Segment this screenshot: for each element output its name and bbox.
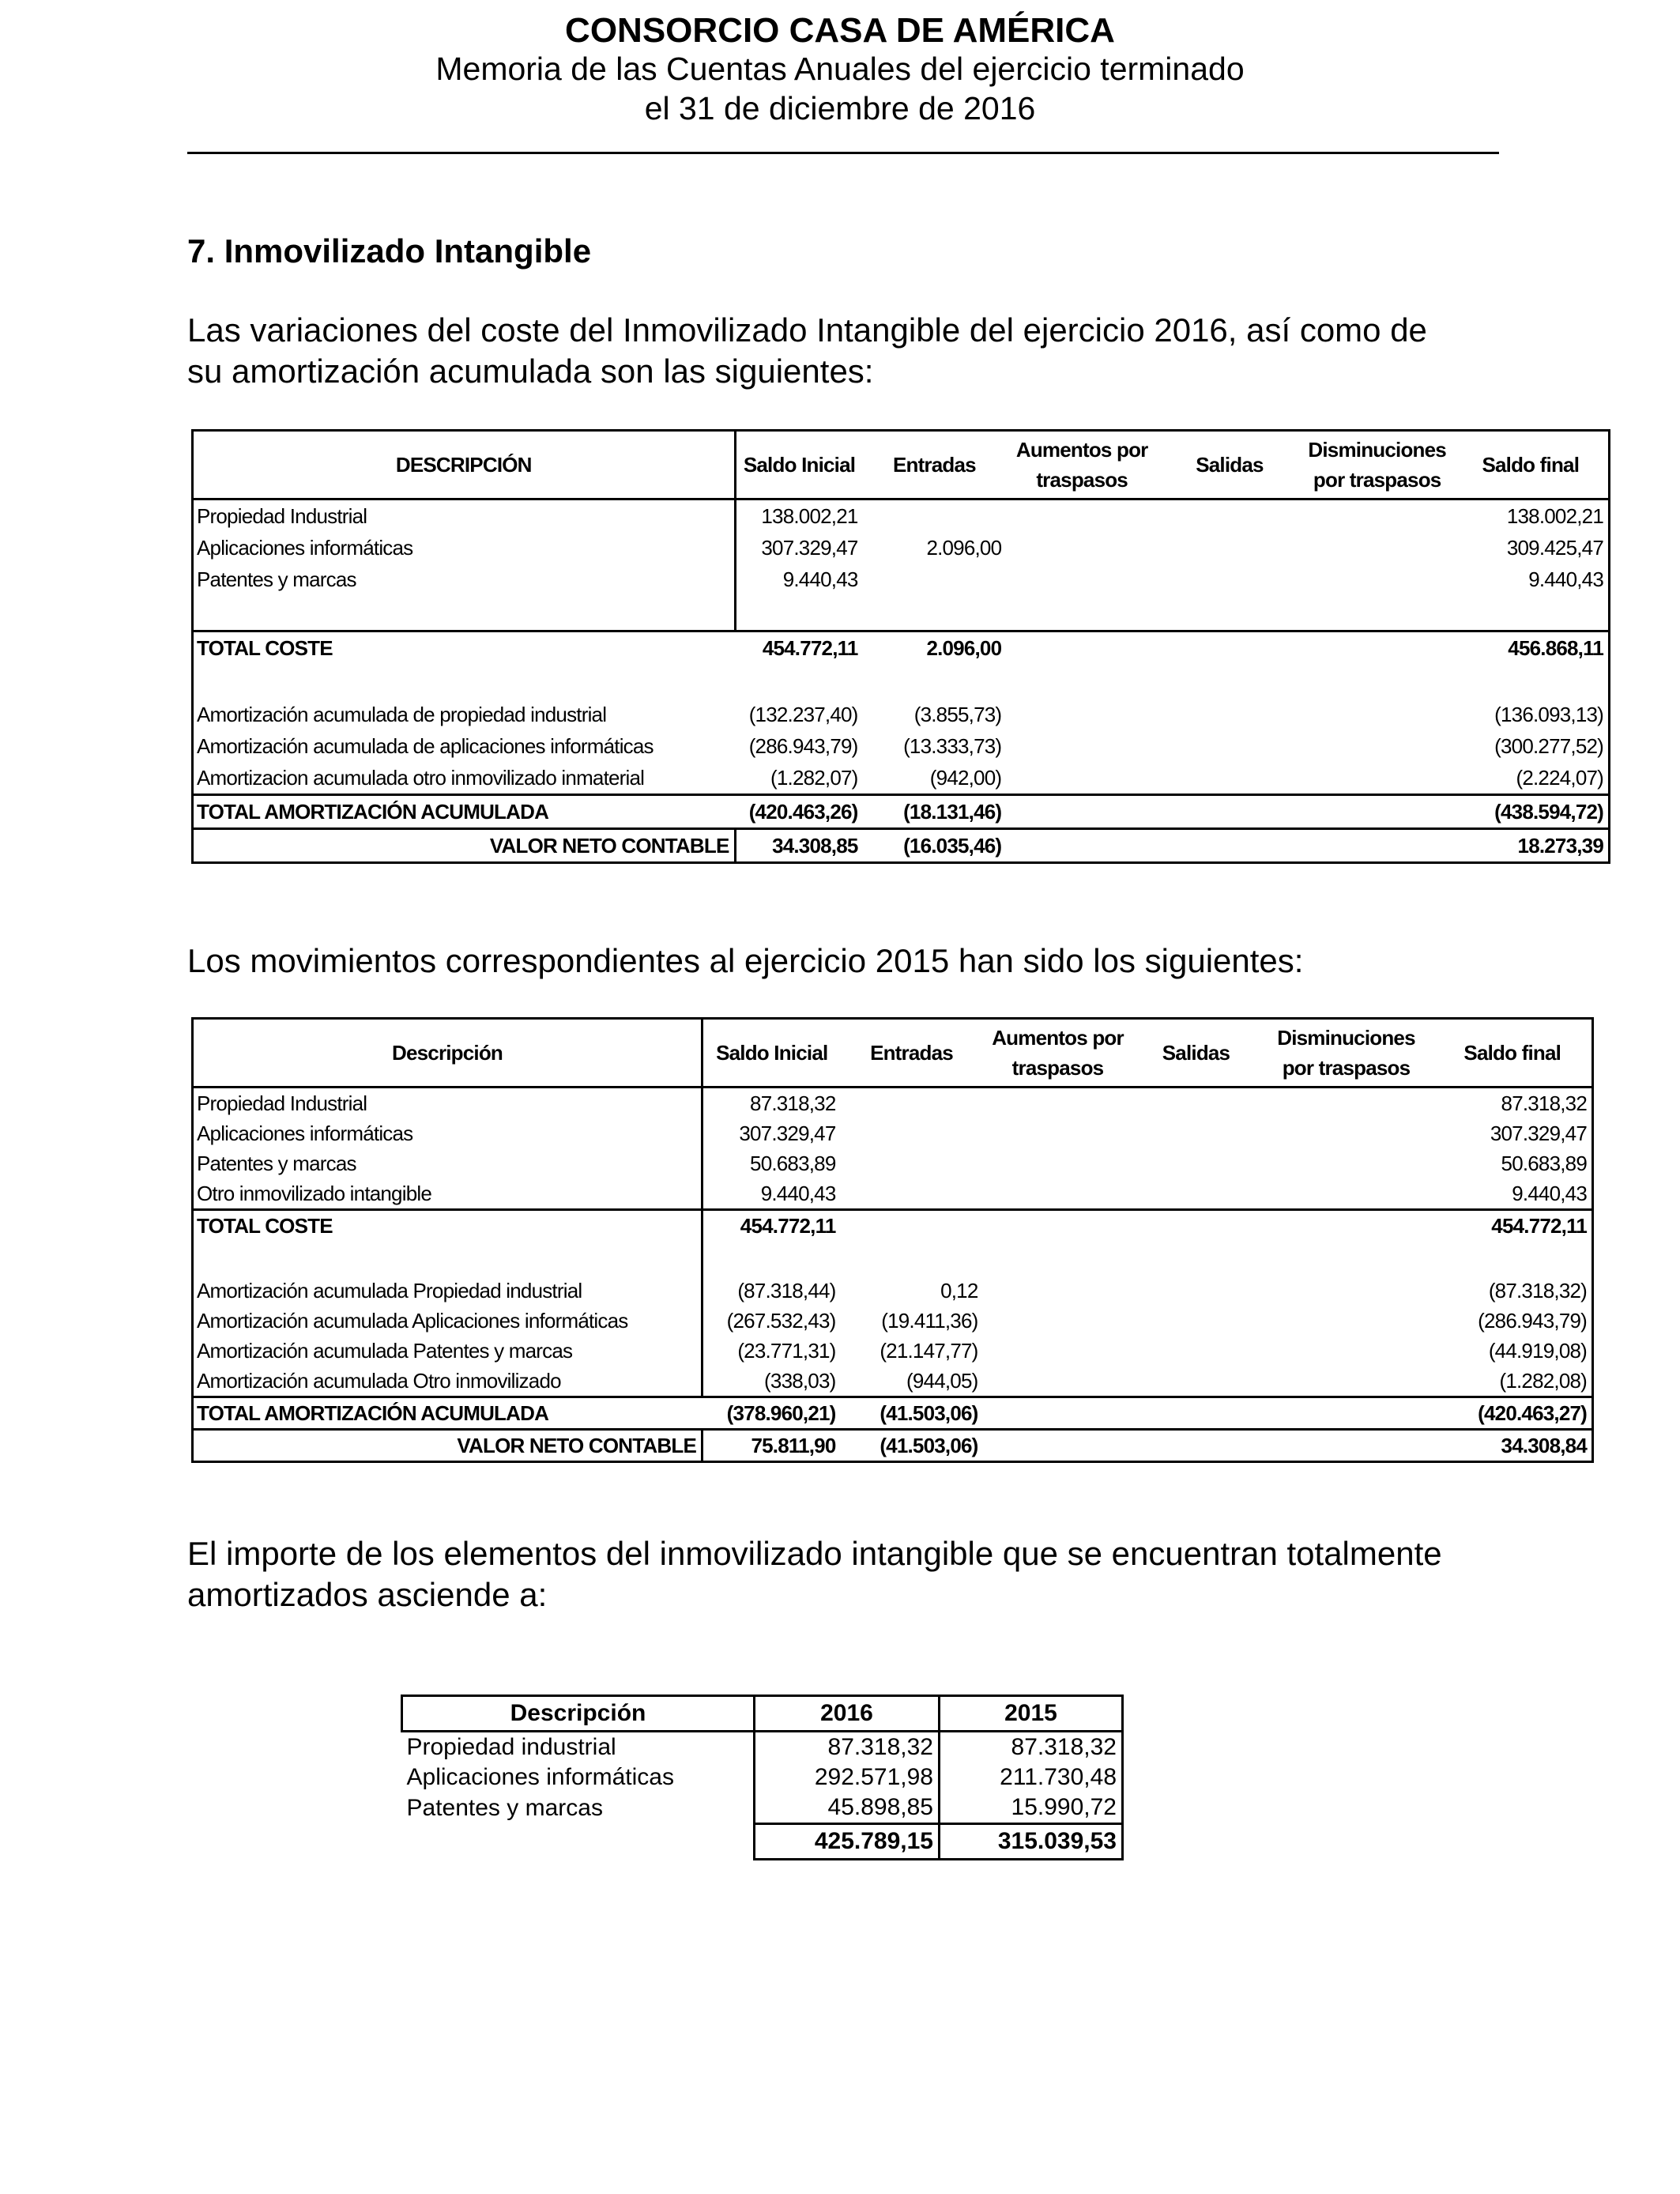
row-2015: 211.730,48 — [940, 1762, 1123, 1793]
intro-amortizados-line-1: El importe de los elementos del inmovilizado intangible que se encuentran totalmente — [187, 1535, 1442, 1572]
row-desc: Amortización acumulada Aplicaciones informáticas — [193, 1306, 703, 1336]
table-row — [193, 1088, 1593, 1119]
report-date: el 31 de diciembre de 2016 — [644, 90, 1036, 126]
total-amortizacion-saldo-inicial: (378.960,21) — [726, 1400, 836, 1425]
table-row — [402, 1762, 1123, 1793]
row-desc: Propiedad Industrial — [193, 499, 736, 533]
col-header-aumentos-line-1: Aumentos por — [992, 1026, 1124, 1050]
row-saldo-inicial: (23.771,31) — [737, 1338, 836, 1363]
row-desc: Aplicaciones informáticas — [406, 1764, 674, 1790]
col-header-aumentos — [983, 1019, 1133, 1088]
table-row — [193, 532, 1610, 564]
row-saldo-inicial: 87.318,32 — [750, 1091, 836, 1115]
total-coste-row — [193, 1210, 1593, 1242]
intro-2016-paragraph — [187, 310, 1427, 392]
table-row — [193, 564, 1610, 595]
valor-neto-saldo-inicial: 75.811,90 — [751, 1433, 836, 1457]
row-saldo-final: 9.440,43 — [1528, 567, 1603, 591]
total-2016: 425.789,15 — [755, 1824, 940, 1860]
table-row — [402, 1793, 1123, 1824]
table-2015-header — [193, 1019, 1593, 1088]
total-coste-label: TOTAL COSTE — [193, 1210, 703, 1242]
report-title: Memoria de las Cuentas Anuales del ejercicio terminado — [435, 51, 1245, 87]
col-header-2016: 2016 — [755, 1696, 940, 1732]
valor-neto-saldo-inicial: 34.308,85 — [772, 833, 858, 858]
col-header-aumentos-line-2: traspasos — [1011, 1056, 1104, 1080]
row-desc: Patentes y marcas — [406, 1794, 603, 1821]
col-header-2015: 2015 — [940, 1696, 1123, 1732]
row-desc: Amortización acumulada de propiedad industrial — [197, 702, 607, 726]
table-row — [193, 1306, 1593, 1336]
total-row — [402, 1824, 1123, 1860]
row-desc: Amortizacion acumulada otro inmovilizado inmaterial — [197, 765, 645, 790]
col-header-aumentos-line-2: traspasos — [1036, 468, 1128, 492]
row-saldo-inicial: (1.282,07) — [770, 765, 858, 790]
col-header-descripcion: Descripción — [193, 1019, 703, 1088]
total-coste-saldo-inicial: 454.772,11 — [762, 635, 858, 660]
col-header-aumentos — [1006, 431, 1158, 499]
table-row — [193, 699, 1610, 730]
row-desc: Aplicaciones informáticas — [193, 1118, 703, 1148]
col-header-salidas: Salidas — [1196, 453, 1264, 477]
row-saldo-final: 307.329,47 — [1490, 1121, 1587, 1145]
row-saldo-final: (87.318,32) — [1488, 1278, 1587, 1302]
table-row — [193, 1336, 1593, 1366]
table-2015 — [191, 1017, 1594, 1463]
total-amortizacion-label: TOTAL AMORTIZACIÓN ACUMULADA — [197, 799, 549, 824]
row-saldo-final: 87.318,32 — [1501, 1091, 1587, 1115]
total-coste-saldo-final: 456.868,11 — [1508, 635, 1603, 660]
row-entradas — [863, 499, 1007, 533]
row-desc: Patentes y marcas — [193, 1148, 703, 1178]
row-desc: Propiedad industrial — [406, 1734, 616, 1760]
row-saldo-inicial: 307.329,47 — [739, 1121, 836, 1145]
total-amortizacion-row — [193, 1397, 1593, 1430]
row-desc: Amortización acumulada Propiedad industrial — [193, 1276, 703, 1306]
intro-2015-paragraph: Los movimientos correspondientes al ejercicio 2015 han sido los siguientes: — [187, 942, 1304, 979]
total-2015: 315.039,53 — [940, 1824, 1123, 1860]
row-desc: Amortización acumulada Otro inmovilizado — [193, 1366, 703, 1397]
row-saldo-final: 9.440,43 — [1512, 1181, 1587, 1205]
row-saldo-inicial: 9.440,43 — [782, 567, 858, 591]
row-saldo-final: (286.943,79) — [1478, 1308, 1587, 1333]
total-amortizacion-entradas: (41.503,06) — [880, 1400, 978, 1425]
row-saldo-inicial: (87.318,44) — [737, 1278, 836, 1302]
total-coste-saldo-inicial: 454.772,11 — [740, 1213, 836, 1238]
col-header-disminuciones-line-2: por traspasos — [1282, 1056, 1411, 1080]
row-saldo-final: (1.282,08) — [1499, 1368, 1587, 1393]
row-saldo-inicial: 9.440,43 — [760, 1181, 836, 1205]
row-desc: Propiedad Industrial — [193, 1088, 703, 1119]
col-header-entradas: Entradas — [870, 1041, 953, 1065]
row-saldo-inicial: (267.532,43) — [726, 1308, 836, 1333]
table-amortizados-header — [402, 1696, 1123, 1732]
row-2016: 87.318,32 — [755, 1732, 940, 1763]
col-header-saldo-inicial: Saldo Inicial — [716, 1041, 828, 1065]
table-2016-header — [193, 431, 1610, 499]
row-entradas — [841, 1178, 983, 1210]
table-row — [193, 1366, 1593, 1397]
row-2016: 292.571,98 — [755, 1762, 940, 1793]
col-header-disminuciones-line-2: por traspasos — [1313, 468, 1441, 492]
total-coste-entradas — [841, 1210, 983, 1242]
valor-neto-row — [193, 829, 1610, 863]
row-entradas: 0,12 — [940, 1278, 978, 1302]
table-row — [193, 1118, 1593, 1148]
col-header-descripcion: Descripción — [402, 1696, 755, 1732]
valor-neto-entradas: (16.035,46) — [903, 833, 1002, 858]
row-saldo-inicial: 50.683,89 — [750, 1151, 836, 1175]
col-header-entradas: Entradas — [892, 453, 976, 477]
table-row — [193, 730, 1610, 762]
row-desc: Patentes y marcas — [193, 564, 736, 595]
col-header-saldo-final: Saldo final — [1463, 1041, 1561, 1065]
row-entradas — [841, 1118, 983, 1148]
valor-neto-saldo-final: 34.308,84 — [1501, 1433, 1587, 1457]
row-entradas: (3.855,73) — [913, 702, 1002, 726]
row-saldo-final: (2.224,07) — [1516, 765, 1603, 790]
row-saldo-final: 50.683,89 — [1501, 1151, 1587, 1175]
total-amortizacion-saldo-final: (420.463,27) — [1478, 1400, 1587, 1425]
valor-neto-label: VALOR NETO CONTABLE — [193, 829, 736, 863]
row-2016: 45.898,85 — [755, 1793, 940, 1824]
valor-neto-row — [193, 1430, 1593, 1462]
row-entradas: 2.096,00 — [926, 535, 1002, 560]
col-header-saldo-inicial: Saldo Inicial — [743, 453, 856, 477]
col-header-aumentos-line-1: Aumentos por — [1015, 438, 1148, 462]
table-row — [402, 1732, 1123, 1763]
valor-neto-entradas: (41.503,06) — [880, 1433, 978, 1457]
row-saldo-inicial: (338,03) — [764, 1368, 836, 1393]
col-header-saldo-final: Saldo final — [1482, 453, 1580, 477]
table-row — [193, 499, 1610, 533]
col-header-disminuciones-line-1: Disminuciones — [1277, 1026, 1415, 1050]
intro-2016-line-1: Las variaciones del coste del Inmovilizado Intangible del ejercicio 2016, así como de — [187, 311, 1427, 349]
row-desc: Otro inmovilizado intangible — [193, 1178, 703, 1210]
row-desc: Aplicaciones informáticas — [193, 532, 736, 564]
company-name: CONSORCIO CASA DE AMÉRICA — [565, 11, 1115, 50]
row-saldo-final: 309.425,47 — [1506, 535, 1603, 560]
row-entradas — [841, 1088, 983, 1119]
total-amortizacion-entradas: (18.131,46) — [903, 799, 1002, 824]
row-saldo-final: (136.093,13) — [1494, 702, 1603, 726]
intro-amortizados-paragraph — [187, 1533, 1442, 1615]
col-header-disminuciones-line-1: Disminuciones — [1308, 438, 1446, 462]
row-desc: Amortización acumulada de aplicaciones informáticas — [197, 733, 654, 758]
row-saldo-inicial: (286.943,79) — [748, 733, 858, 758]
row-entradas: (944,05) — [906, 1368, 978, 1393]
row-saldo-inicial: 307.329,47 — [761, 535, 858, 560]
total-coste-label: TOTAL COSTE — [197, 635, 333, 660]
row-2015: 87.318,32 — [940, 1732, 1123, 1763]
table-row — [193, 1148, 1593, 1178]
row-entradas: (21.147,77) — [880, 1338, 978, 1363]
row-entradas: (19.411,36) — [881, 1308, 978, 1333]
row-saldo-inicial: 138.002,21 — [761, 503, 858, 528]
col-header-salidas: Salidas — [1162, 1041, 1230, 1065]
table-row — [193, 762, 1610, 795]
col-header-descripcion: DESCRIPCIÓN — [193, 431, 736, 499]
total-coste-row — [193, 631, 1610, 665]
row-entradas — [863, 564, 1007, 595]
valor-neto-saldo-final: 18.273,39 — [1517, 833, 1603, 858]
row-entradas — [841, 1148, 983, 1178]
row-saldo-inicial: (132.237,40) — [748, 702, 858, 726]
intro-amortizados-line-2: amortizados asciende a: — [187, 1576, 548, 1613]
table-row — [193, 1178, 1593, 1210]
total-amortizacion-label: TOTAL AMORTIZACIÓN ACUMULADA — [197, 1400, 549, 1425]
intro-2016-line-2: su amortización acumulada son las siguientes: — [187, 352, 874, 390]
row-entradas: (942,00) — [929, 765, 1002, 790]
row-saldo-final: 138.002,21 — [1506, 503, 1603, 528]
total-coste-saldo-final: 454.772,11 — [1491, 1213, 1587, 1238]
row-desc: Amortización acumulada Patentes y marcas — [193, 1336, 703, 1366]
total-amortizacion-saldo-inicial: (420.463,26) — [748, 799, 858, 824]
row-entradas: (13.333,73) — [903, 733, 1002, 758]
total-coste-entradas: 2.096,00 — [926, 635, 1002, 660]
total-amortizacion-saldo-final: (438.594,72) — [1494, 799, 1603, 824]
total-amortizacion-row — [193, 795, 1610, 829]
row-saldo-final: (44.919,08) — [1488, 1338, 1587, 1363]
row-2015: 15.990,72 — [940, 1793, 1123, 1824]
table-2016 — [191, 429, 1610, 864]
col-header-disminuciones — [1260, 1019, 1433, 1088]
row-saldo-final: (300.277,52) — [1494, 733, 1603, 758]
col-header-disminuciones — [1301, 431, 1453, 499]
table-row — [193, 1276, 1593, 1306]
valor-neto-label: VALOR NETO CONTABLE — [193, 1430, 703, 1462]
section-title: 7. Inmovilizado Intangible — [187, 232, 592, 270]
header-rule — [187, 152, 1499, 154]
table-totalmente-amortizados — [401, 1695, 1124, 1860]
